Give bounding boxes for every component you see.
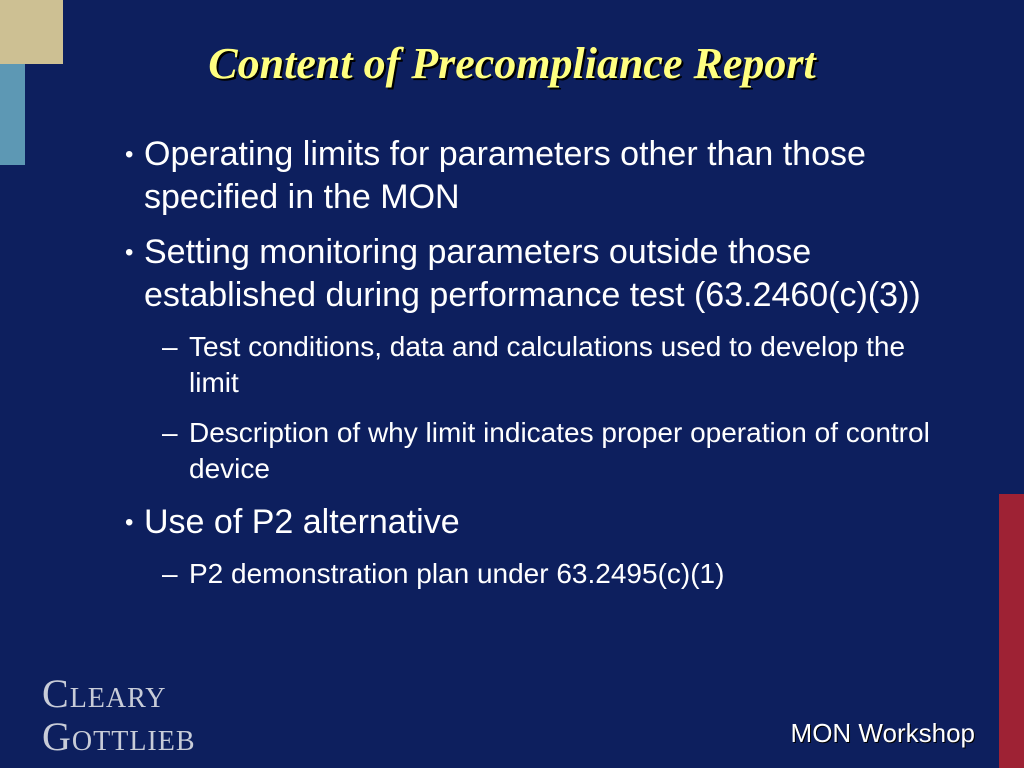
bullet-marker: • bbox=[125, 239, 134, 266]
bullet-marker: • bbox=[125, 509, 134, 536]
bullet-item bbox=[125, 231, 955, 317]
bullet-list bbox=[125, 133, 955, 606]
bullet-item bbox=[125, 501, 955, 544]
sub-bullet-text: P2 demonstration plan under 63.2495(c)(1) bbox=[189, 558, 725, 589]
sub-bullet-item bbox=[125, 556, 955, 592]
dash-marker: – bbox=[162, 558, 178, 589]
logo-line-1: CLEARY bbox=[42, 671, 167, 716]
bullet-text: Use of P2 alternative bbox=[144, 503, 460, 541]
sub-bullet-item bbox=[125, 415, 955, 487]
sub-bullet-item bbox=[125, 329, 955, 401]
bullet-marker: • bbox=[125, 141, 134, 168]
company-logo bbox=[42, 671, 196, 763]
bullet-text: Setting monitoring parameters outside those established during performance test (63.2460(c)(3)) bbox=[144, 233, 921, 314]
logo-line-2: GOTTLIEB bbox=[42, 714, 196, 759]
right-accent-bar bbox=[999, 494, 1024, 768]
bullet-text: Operating limits for parameters other than those specified in the MON bbox=[144, 135, 866, 216]
dash-marker: – bbox=[162, 331, 178, 362]
sub-bullet-text: Description of why limit indicates proper operation of control device bbox=[189, 417, 930, 484]
footer-label: MON Workshop bbox=[790, 718, 975, 748]
bullet-item bbox=[125, 133, 955, 219]
slide-title: Content of Precompliance Report bbox=[208, 39, 816, 88]
dash-marker: – bbox=[162, 417, 178, 448]
sub-bullet-text: Test conditions, data and calculations used to develop the limit bbox=[189, 331, 906, 398]
